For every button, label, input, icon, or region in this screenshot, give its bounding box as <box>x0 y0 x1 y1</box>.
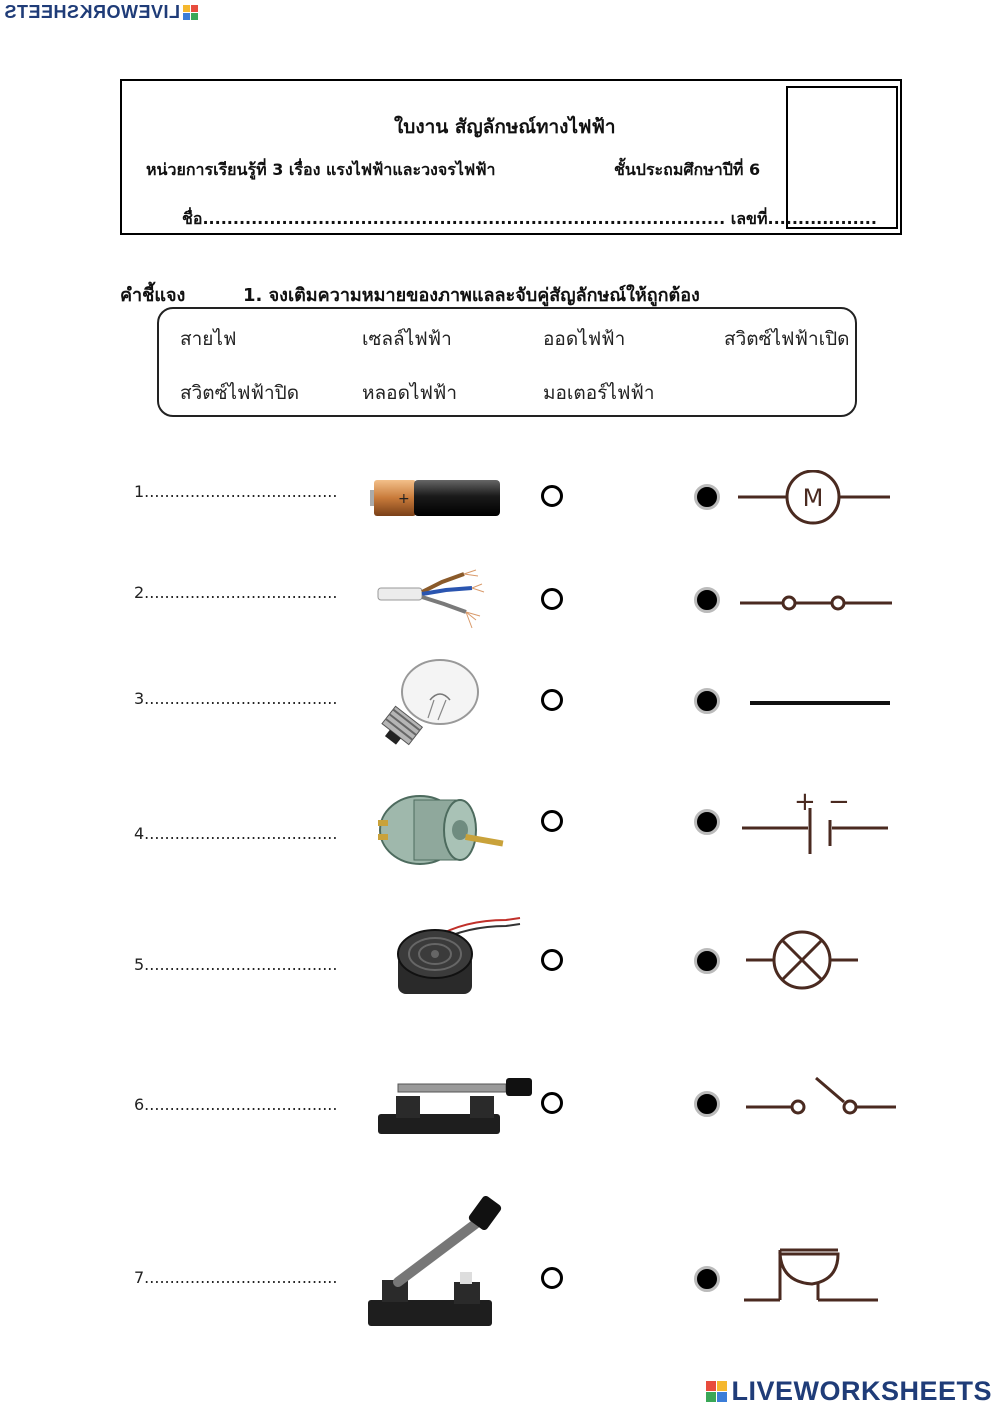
electric-motor-image <box>374 790 508 876</box>
battery-image <box>368 476 504 520</box>
grade-text: ชั้นประถมศึกษาปีที่ 6 <box>614 160 761 179</box>
match-point-symbol-2[interactable] <box>694 587 720 613</box>
match-point-symbol-3[interactable] <box>694 688 720 714</box>
word-bank-item: สายไฟ <box>180 328 237 350</box>
logo-tiles-icon <box>706 1381 727 1402</box>
svg-text:+: + <box>398 491 410 507</box>
match-point-picture-3[interactable] <box>541 689 563 711</box>
word-bank-item: เซลล์ไฟฟ้า <box>362 328 452 350</box>
match-point-picture-1[interactable] <box>541 485 563 507</box>
top-logo-text: LIVEWORKSHEETS <box>4 2 181 22</box>
match-point-symbol-6[interactable] <box>694 1091 720 1117</box>
answer-field-2[interactable]: 2...................................... <box>134 583 338 602</box>
match-point-picture-6[interactable] <box>541 1092 563 1114</box>
closed-switch-symbol <box>738 590 894 616</box>
answer-field-7[interactable]: 7...................................... <box>134 1268 338 1287</box>
cell-plus-sign: + <box>794 790 816 817</box>
wire-symbol <box>748 698 892 708</box>
worksheet-title: ใบงาน สัญลักษณ์ทางไฟฟ้า <box>394 116 616 138</box>
match-point-picture-4[interactable] <box>541 810 563 832</box>
match-point-symbol-5[interactable] <box>694 948 720 974</box>
open-knife-switch-image <box>364 1196 524 1332</box>
logo-tile <box>191 5 198 12</box>
logo-tile <box>191 13 198 20</box>
word-bank-item: สวิตซ์ไฟฟ้าปิด <box>180 382 300 404</box>
lamp-symbol <box>744 928 862 992</box>
logo-tile <box>717 1392 727 1402</box>
word-bank-item: มอเตอร์ไฟฟ้า <box>543 382 655 404</box>
logo-tile <box>183 5 190 12</box>
bottom-logo <box>706 1376 992 1407</box>
name-line: ชื่อ...................................................................................... เลขที่.................. <box>182 209 877 228</box>
buzzer-symbol <box>742 1244 880 1306</box>
open-switch-symbol <box>744 1074 898 1120</box>
word-bank-item: ออดไฟฟ้า <box>543 328 626 350</box>
answer-field-6[interactable]: 6...................................... <box>134 1095 338 1114</box>
light-bulb-image <box>368 658 484 750</box>
closed-knife-switch-image <box>374 1076 534 1138</box>
unit-text: หน่วยการเรียนรู้ที่ 3 เรื่อง แรงไฟฟ้าและวงจรไฟฟ้า <box>146 160 496 179</box>
logo-tile <box>706 1381 716 1391</box>
electric-wire-image <box>376 568 486 636</box>
motor-symbol <box>736 470 892 526</box>
bottom-logo-text: LIVEWORKSHEETS <box>731 1376 992 1406</box>
match-point-picture-2[interactable] <box>541 588 563 610</box>
match-point-symbol-1[interactable] <box>694 484 720 510</box>
match-point-symbol-7[interactable] <box>694 1266 720 1292</box>
answer-field-3[interactable]: 3...................................... <box>134 689 338 708</box>
match-point-symbol-4[interactable] <box>694 809 720 835</box>
buzzer-image <box>394 910 522 1002</box>
logo-tiles-icon <box>183 5 198 20</box>
motor-symbol-letter: M <box>802 484 824 512</box>
cell-minus-sign: − <box>828 790 850 817</box>
match-point-picture-7[interactable] <box>541 1267 563 1289</box>
logo-tile <box>717 1381 727 1391</box>
logo-tile <box>183 13 190 20</box>
logo-tile <box>706 1392 716 1402</box>
cell-symbol <box>738 790 890 858</box>
match-point-picture-5[interactable] <box>541 949 563 971</box>
instructions-label: คำชี้แจง <box>120 285 186 306</box>
word-bank-item: สวิตซ์ไฟฟ้าเปิด <box>724 328 850 350</box>
answer-field-4[interactable]: 4...................................... <box>134 824 338 843</box>
word-bank-item: หลอดไฟฟ้า <box>362 382 458 404</box>
top-watermark-logo <box>4 2 198 23</box>
answer-field-1[interactable]: 1...................................... <box>134 482 338 501</box>
answer-field-5[interactable]: 5...................................... <box>134 955 338 974</box>
instructions-text: 1. จงเติมความหมายของภาพแลละจับคู่สัญลักษณ์ให้ถูกต้อง <box>243 285 700 306</box>
